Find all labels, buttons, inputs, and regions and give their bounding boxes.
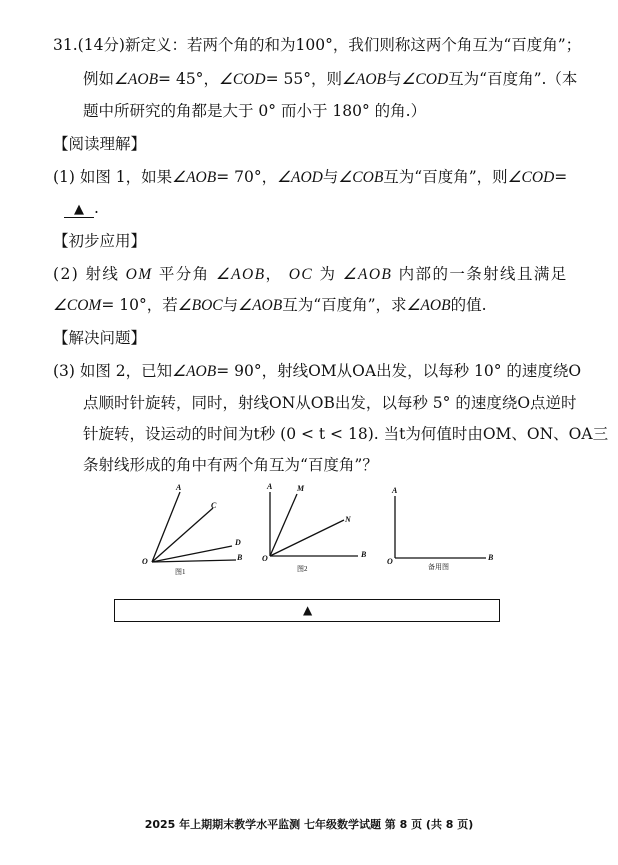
angle-cod-2: ∠COD [401,71,449,88]
ray-ob [152,560,236,562]
fig1-label-d: D [235,538,241,547]
separator: ， [265,265,283,283]
angle-aob-4: ∠AOB [406,297,451,314]
part3-line2: 点顺时针旋转，同时，射线ON从OB出发，以每秒 5° 的速度绕O点逆时 [83,394,577,412]
section-solving: 【解决问题】 [53,329,147,347]
value-45: = 45° [158,70,204,88]
separator: ， [203,70,219,88]
figure-3 [395,496,486,558]
and-text: 与 [386,70,402,88]
part3-line3: 针旋转，设运动的时间为t秒 (0 < t < 18). 当t为何值时由OM、ON、OA三 [83,425,609,443]
angle-cob: ∠COB [338,169,384,186]
fig3-label-o: O [387,557,393,566]
answer-box[interactable] [114,599,500,622]
part3-ray-om: ，射线OM从OA出发，以每秒 10° 的速度绕O [261,362,582,380]
value-90: = 90° [216,362,262,380]
angle-aob: ∠AOB [172,363,217,380]
angle-aob: ∠AOB [114,71,159,88]
value-text: 的值. [450,296,487,314]
part3-line4: 条射线形成的角中有两个角互为“百度角”？ [83,456,378,474]
example-prefix: 例如 [83,70,115,88]
scope-line: 题中所研究的角都是大于 0° 而小于 180° 的角.） [83,102,427,120]
fig2-label-b: B [361,550,367,559]
fig2-label-o: O [262,554,268,563]
question-points: (14分) [77,36,125,54]
figure-1 [152,492,236,562]
fig3-label-a: A [392,486,398,495]
part1-answer-blank [64,201,99,218]
answer-marker: ▲ [303,603,313,617]
bisect-text: 平分角 [158,265,210,283]
angle-aod: ∠AOD [277,169,323,186]
part1-mid: 互为“百度角”，则 [383,168,508,186]
fig3-caption: 备用图 [428,563,449,571]
section-applying: 【初步应用】 [53,232,147,250]
blank-marker: ▲ [64,203,94,218]
question-number: 31. [53,36,78,54]
angle-aob-3: ∠AOB [238,297,283,314]
fig1-label-c: C [211,501,217,510]
ray-oa [152,492,180,562]
angle-aob-2: ∠AOB [342,266,393,283]
part3-lead: (3) 如图 2，已知 [53,362,173,380]
example-line [83,72,577,88]
example-mid: ，则 [310,70,342,88]
figure-2 [270,492,358,556]
inside-text: 内部的一条射线且满足 [398,265,568,283]
condition-text: ，若 [146,296,178,314]
part1-line [53,170,567,186]
fig3-label-b: B [488,553,494,562]
part2-line2 [53,298,487,314]
fig1-label-b: B [237,553,243,562]
ray-on [270,520,344,556]
period: . [94,199,99,217]
angle-com: ∠COM [53,297,102,314]
definition-text: 新定义：若两个角的和为100°，我们则称这两个角互为“百度角”； [124,36,582,54]
ray-oc [152,508,213,562]
fig1-caption: 图1 [175,568,186,576]
value-70: = 70° [216,168,262,186]
part3-line1 [53,364,581,380]
value-55: = 55° [265,70,311,88]
angle-aob: ∠AOB [215,266,266,283]
value-10: = 10° [101,296,147,314]
angle-cod: ∠COD [218,71,266,88]
part2-line1 [53,267,568,283]
equals-sign: = [554,168,568,186]
angle-boc: ∠BOC [177,297,223,314]
and-text: 与 [322,168,339,186]
fig2-label-n: N [345,515,351,524]
page-footer: 2025 年上期期末教学水平监测 七年级数学试题 第 8 页 (共 8 页) [144,818,474,831]
example-suffix: 互为“百度角”.（本 [448,70,578,88]
ray-om [270,494,297,556]
separator: ， [261,168,278,186]
ray-oc: OC [288,266,314,283]
fig1-label-a: A [176,483,182,492]
angle-aob-2: ∠AOB [341,71,387,88]
as-text: 为 [319,265,337,283]
angle-cod: ∠COD [507,169,555,186]
fig2-caption: 图2 [297,565,308,573]
and-text: 与 [222,296,239,314]
mutual-text: 互为“百度角”，求 [282,296,407,314]
fig1-label-o: O [142,557,148,566]
ray-om: OM [125,266,153,283]
figures [0,480,618,600]
angle-aob: ∠AOB [172,169,217,186]
ray-od [152,546,232,562]
fig2-label-a: A [267,482,273,491]
part2-lead: (2) 射线 [53,265,120,283]
question-header [53,38,581,54]
section-reading: 【阅读理解】 [53,135,147,153]
fig2-label-m: M [297,484,305,493]
part1-lead: (1) 如图 1，如果 [53,168,173,186]
